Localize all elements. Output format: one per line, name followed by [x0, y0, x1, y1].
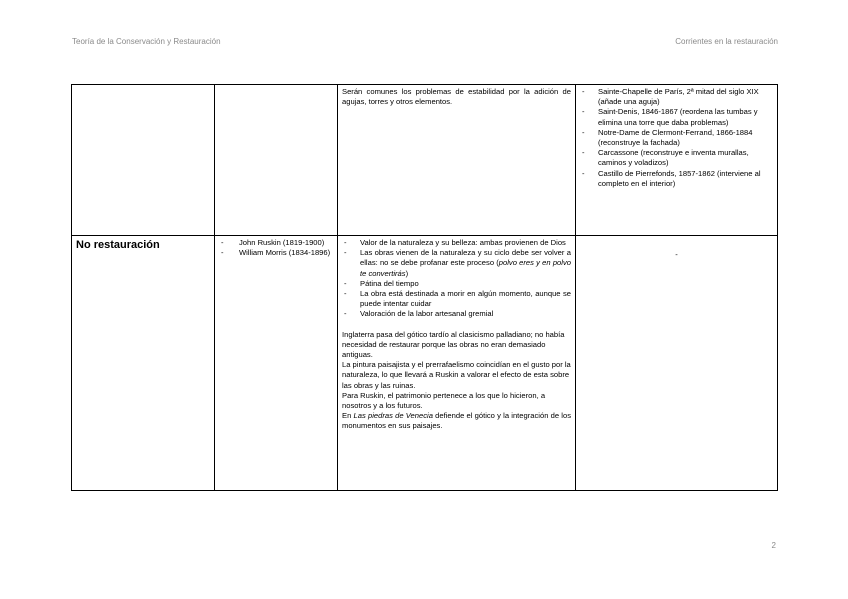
movement-cell — [72, 85, 215, 236]
point-text: Las obras vienen de la naturaleza y su ciclo debe ser volver a ellas: no se debe profanar este proceso ( — [360, 248, 571, 268]
header-right: Corrientes en la restauración — [675, 37, 778, 46]
table-row — [72, 85, 778, 236]
movement-cell — [72, 236, 215, 491]
paragraph-text: En — [342, 411, 354, 421]
section-title: No restauración — [76, 239, 160, 251]
paragraph-text-end: defiende el gótico y la integración de los monumentos en sus paisajes. — [342, 411, 572, 431]
list-item: - Notre-Dame de Clermont-Ferrand, 1866-1884 (reconstruye la fachada) — [580, 128, 773, 148]
paragraph — [342, 411, 571, 431]
list-item: - Valoración de la labor artesanal gremial — [342, 309, 571, 319]
authors-list — [219, 238, 333, 258]
list-item: - Pátina del tiempo — [342, 279, 571, 289]
list-item — [342, 248, 571, 279]
paragraph: Inglaterra pasa del gótico tardío al clasicismo palladiano; no había necesidad de restaurar porque las obras no eran demasiado antiguas. — [342, 329, 565, 360]
list-item: - La obra está destinada a morir en algún momento, aunque se puede intentar cuidar — [342, 289, 571, 309]
list-item: - Sainte-Chapelle de París, 2ª mitad del siglo XIX (añade una aguja) — [580, 87, 773, 107]
paragraph: Para Ruskin, el patrimonio pertenece a los que lo hicieron, a nosotros y a los futuros. — [342, 390, 546, 411]
examples-cell — [576, 85, 778, 236]
examples-cell — [576, 236, 778, 491]
list-item: - John Ruskin (1819-1900) — [219, 238, 333, 248]
characteristics-text: Serán comunes los problemas de estabilidad por la adición de agujas, torres y otros elementos. — [342, 87, 571, 107]
list-item: - Carcassone (reconstruye e inventa murallas, caminos y voladizos) — [580, 148, 773, 168]
characteristics-cell — [338, 85, 576, 236]
list-item: - Valor de la naturaleza y su belleza: ambas provienen de Dios — [342, 238, 571, 248]
paragraph: La pintura paisajista y el prerrafaelismo coincidían en el gusto por la naturaleza, lo que llevará a Ruskin a valorar el efecto de esta sobre las obras y las ruinas. — [342, 360, 571, 390]
authors-cell — [215, 236, 338, 491]
point-italic-text: polvo eres y en polvo te convertirás — [360, 258, 571, 278]
page-number: 2 — [771, 541, 776, 550]
restoration-table — [71, 84, 778, 491]
list-item: - William Morris (1834-1896) — [219, 248, 333, 258]
characteristics-list — [342, 238, 571, 320]
characteristics-cell — [338, 236, 576, 491]
list-item: - Castillo de Pierrefonds, 1857-1862 (interviene al completo en el interior) — [580, 169, 773, 189]
empty-placeholder: - — [675, 250, 678, 259]
authors-cell — [215, 85, 338, 236]
table-row — [72, 236, 778, 491]
point-text-end: ) — [405, 268, 409, 278]
book-title: Las piedras de Venecia — [353, 411, 433, 421]
examples-list — [580, 87, 773, 189]
list-item: - Saint-Denis, 1846-1867 (reordena las tumbas y elimina una torre que daba problemas) — [580, 107, 773, 127]
header-left: Teoría de la Conservación y Restauración — [72, 37, 221, 46]
